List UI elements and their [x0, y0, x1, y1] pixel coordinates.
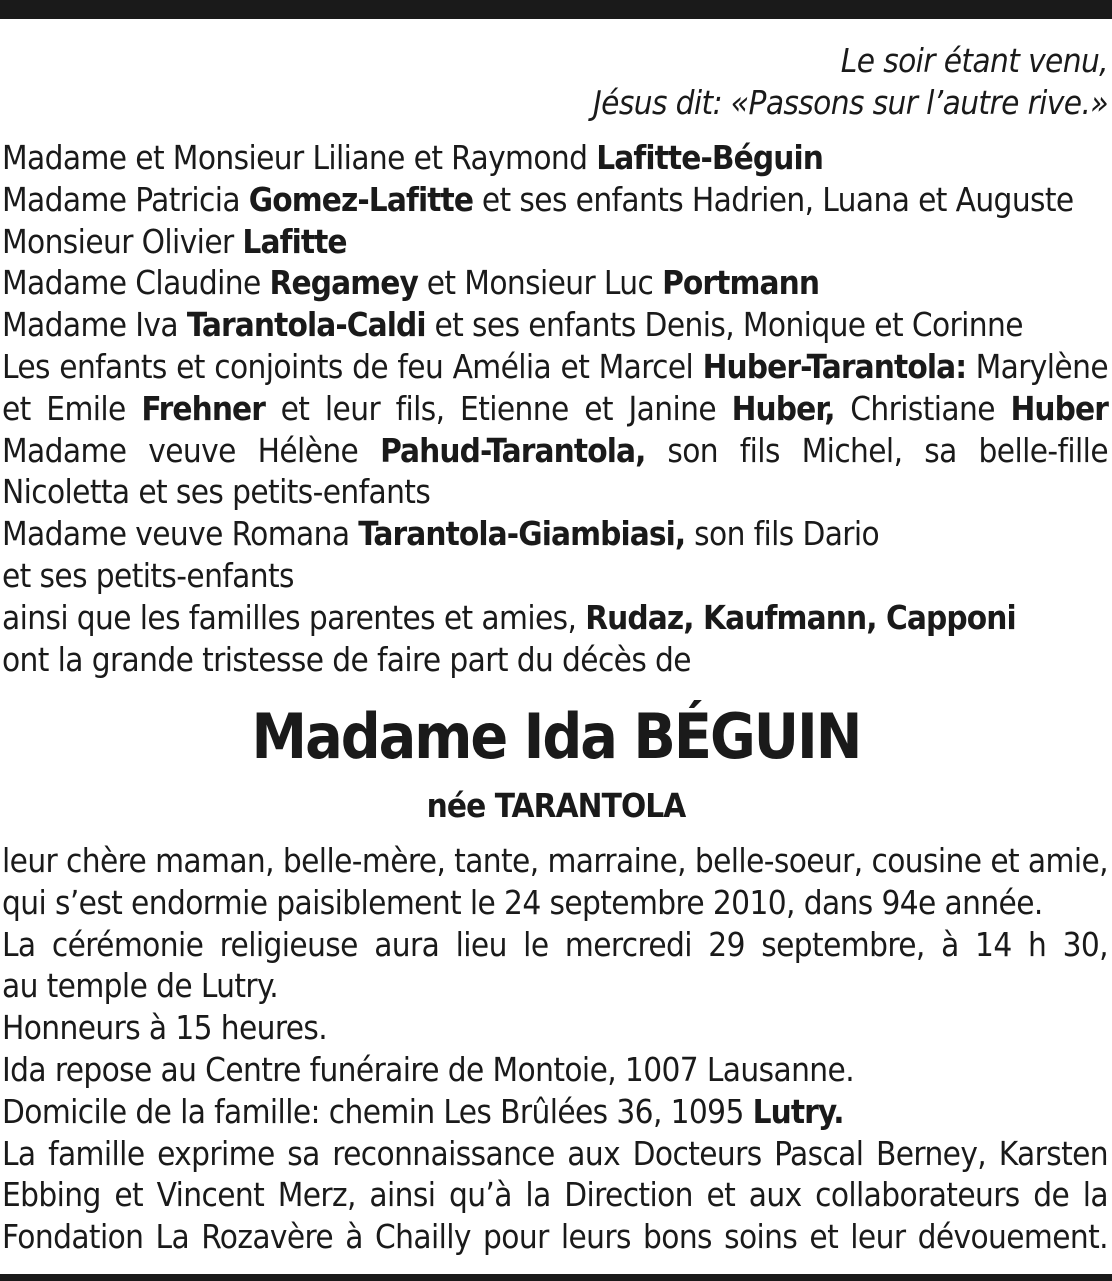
- text-run: Nicoletta et ses petits-enfants: [2, 472, 431, 512]
- text-run: Madame veuve Hélène: [2, 430, 381, 470]
- text-run: son fils Michel, sa belle-fille: [645, 430, 1108, 470]
- family-line-4: [2, 262, 1108, 304]
- details-text: [2, 840, 1108, 1258]
- text-run: Madame Patricia: [2, 179, 249, 219]
- details-line-3: [2, 924, 1108, 966]
- details-line-6: [2, 1049, 1108, 1091]
- text-run: Ida repose au Centre funéraire de Montoie, 1007 Lausanne.: [2, 1049, 855, 1089]
- surname: Frehner: [141, 388, 266, 428]
- surname: Gomez-Lafitte: [248, 179, 474, 219]
- surname: Huber-Tarantola:: [702, 346, 967, 386]
- surname: Huber: [1010, 388, 1108, 428]
- family-line-8: [2, 430, 1108, 472]
- text-run: Monsieur Olivier: [2, 221, 243, 261]
- text-run: au temple de Lutry.: [2, 966, 279, 1006]
- deceased-name: Madame Ida BÉGUIN: [251, 700, 861, 773]
- top-rule: [0, 0, 1112, 19]
- surname: Tarantola-Giambiasi,: [358, 514, 686, 554]
- family-line-2: [2, 179, 1108, 221]
- surname: Tarantola-Caldi: [186, 305, 426, 345]
- family-line-11: [2, 555, 1108, 597]
- surname: Rudaz, Kaufmann, Capponi: [585, 597, 1016, 637]
- family-line-3: [2, 221, 1108, 263]
- surname: Pahud-Tarantola,: [380, 430, 646, 470]
- text-run: Madame Iva: [2, 305, 187, 345]
- text-run: La famille exprime sa reconnaissance aux Docteurs Pascal Berney, Karsten: [2, 1133, 1108, 1173]
- text-run: Madame Claudine: [2, 263, 270, 303]
- text-run: Honneurs à 15 heures.: [2, 1008, 328, 1048]
- town-name: Lutry.: [752, 1091, 844, 1131]
- maiden-name: née TARANTOLA: [426, 786, 686, 825]
- text-run: son fils Dario: [685, 514, 880, 554]
- details-line-9: [2, 1174, 1108, 1216]
- text-run: Fondation La Rozavère à Chailly pour leurs bons soins et leur dévouement.: [2, 1217, 1108, 1257]
- text-run: qui s’est endormie paisiblement le 24 septembre 2010, dans 94e année.: [2, 882, 1043, 922]
- family-line-6: [2, 346, 1108, 388]
- surname: Portmann: [662, 263, 820, 303]
- text-run: et ses enfants Denis, Monique et Corinne: [425, 305, 1023, 345]
- bottom-rule: [0, 1274, 1112, 1281]
- family-line-13: [2, 639, 1108, 681]
- family-line-7: [2, 388, 1108, 430]
- text-run: Domicile de la famille: chemin Les Brûlées 36, 1095: [2, 1091, 753, 1131]
- epigraph-line-2: Jésus dit: «Passons sur l’autre rive.»: [593, 83, 1108, 122]
- details-line-5: [2, 1007, 1108, 1049]
- text-run: Marylène: [966, 346, 1108, 386]
- text-run: Les enfants et conjoints de feu Amélia et Marcel: [2, 346, 703, 386]
- details-line-8: [2, 1133, 1108, 1175]
- text-run: La cérémonie religieuse aura lieu le mercredi 29 septembre, à 14 h 30,: [2, 924, 1108, 964]
- surname: Regamey: [269, 263, 418, 303]
- text-run: ont la grande tristesse de faire part du décès de: [2, 639, 691, 679]
- family-line-9: [2, 471, 1108, 513]
- details-line-1: [2, 840, 1108, 882]
- epigraph-quote: [593, 40, 1108, 124]
- family-line-12: [2, 597, 1108, 639]
- text-run: et ses enfants Hadrien, Luana et Auguste: [473, 179, 1074, 219]
- text-run: Ebbing et Vincent Merz, ainsi qu’à la Direction et aux collaborateurs de la: [2, 1175, 1108, 1215]
- family-list: [2, 137, 1108, 680]
- text-run: et Monsieur Luc: [417, 263, 663, 303]
- text-run: et ses petits-enfants: [2, 555, 294, 595]
- text-run: et leur fils, Etienne et Janine: [265, 388, 732, 428]
- family-line-10: [2, 513, 1108, 555]
- details-line-7: [2, 1091, 1108, 1133]
- text-run: leur chère maman, belle-mère, tante, marraine, belle-soeur, cousine et amie,: [2, 841, 1108, 880]
- surname: Lafitte-Béguin: [596, 138, 823, 177]
- text-run: Christiane: [834, 388, 1011, 428]
- text-run: Madame et Monsieur Liliane et Raymond: [2, 138, 597, 177]
- text-run: ainsi que les familles parentes et amies,: [2, 597, 586, 637]
- surname: Lafitte: [242, 221, 347, 261]
- surname: Huber,: [731, 388, 835, 428]
- epigraph-line-1: Le soir étant venu,: [840, 41, 1108, 80]
- family-line-5: [2, 304, 1108, 346]
- text-run: et Emile: [2, 388, 142, 428]
- details-line-4: [2, 965, 1108, 1007]
- text-run: Madame veuve Romana: [2, 514, 359, 554]
- details-line-2: [2, 882, 1108, 924]
- details-line-10: [2, 1216, 1108, 1258]
- family-line-1: [2, 137, 1108, 179]
